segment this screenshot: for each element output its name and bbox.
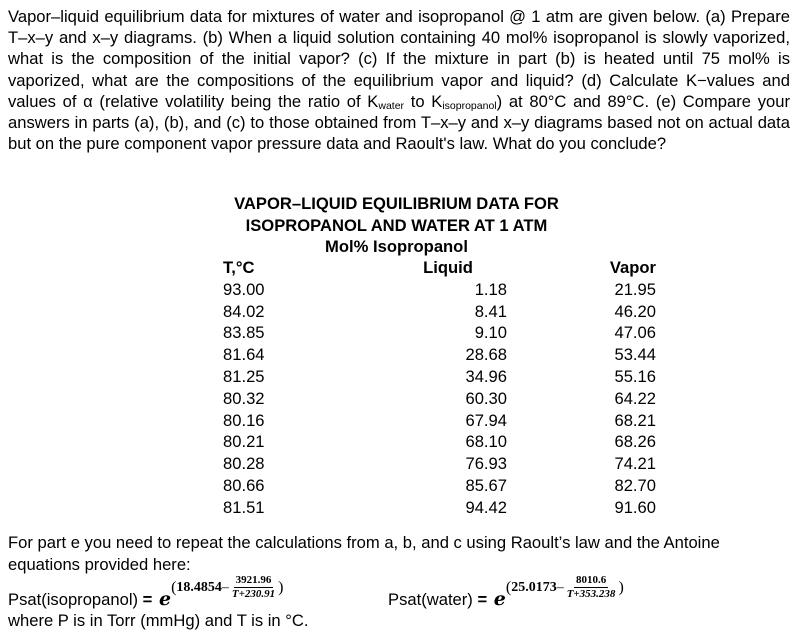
vle-table-section	[0, 193, 801, 517]
table-row	[215, 431, 664, 453]
cell-temperature: 80.16	[223, 410, 265, 430]
table-row	[215, 453, 664, 475]
table-row	[215, 301, 664, 323]
exponent-water	[506, 574, 624, 601]
cell-liquid: 94.42	[465, 497, 507, 517]
table-row	[215, 475, 664, 497]
cell-liquid: 67.94	[465, 410, 507, 430]
equation-label-isopropanol: Psat(isopropanol)	[8, 590, 139, 609]
cell-temperature: 81.51	[223, 497, 265, 517]
exponent-isopropanol	[171, 574, 283, 601]
units-note: where P is in Torr (mmHg) and T is in °C.	[8, 611, 309, 630]
cell-temperature: 80.21	[223, 432, 265, 452]
antoine-equation-isopropanol	[8, 574, 283, 610]
cell-liquid: 60.30	[465, 388, 507, 408]
table-row	[215, 279, 664, 301]
cell-temperature: 81.64	[223, 345, 265, 365]
cell-vapor: 82.70	[614, 475, 656, 495]
antoine-a-isopropanol: 18.4854	[176, 579, 222, 595]
cell-vapor: 53.44	[614, 345, 656, 365]
cell-liquid: 1.18	[474, 279, 507, 299]
table-title-line2: ISOPROPANOL AND WATER AT 1 ATM	[245, 215, 548, 235]
problem-text-3: ) at 80°C and 89°C. (e) Compare your answers in parts (a), (b), and (c) to those obtained from T–x–y and x–y diagrams based not on actual data but on the pure component vapor pressure data and Raoult's law. What do you conclude?	[8, 91, 790, 154]
cell-liquid: 28.68	[465, 345, 507, 365]
antoine-c-water: T+353.238	[566, 588, 616, 600]
header-liquid: Liquid	[423, 258, 473, 277]
euler-e: e	[493, 588, 506, 610]
cell-temperature: 81.25	[223, 366, 265, 386]
antoine-equation-water	[388, 574, 624, 610]
close-paren: )	[278, 578, 284, 596]
antoine-c-isopropanol: T+230.91	[231, 588, 276, 600]
table-row	[215, 322, 664, 344]
table-header-row	[215, 257, 664, 279]
table-row	[215, 497, 664, 519]
part-e-note: For part e you need to repeat the calculations from a, b, and c using Raoult’s law and the Antoine equations provided here:	[8, 533, 720, 574]
cell-vapor: 68.26	[614, 432, 656, 452]
close-paren: )	[618, 578, 624, 596]
antoine-b-isopropanol: 3921.96	[235, 574, 272, 586]
cell-temperature: 80.28	[223, 454, 265, 474]
table-row	[215, 366, 664, 388]
cell-vapor: 64.22	[614, 388, 656, 408]
minus-sign: –	[221, 579, 229, 595]
cell-temperature: 84.02	[223, 301, 265, 321]
equals-sign: =	[138, 590, 157, 609]
open-paren: (	[171, 578, 177, 596]
open-paren: (	[505, 578, 512, 596]
cell-temperature: 80.32	[223, 388, 265, 408]
cell-temperature: 80.66	[223, 475, 265, 495]
cell-temperature: 93.00	[223, 279, 265, 299]
problem-statement	[8, 6, 790, 154]
vle-data-table	[215, 257, 664, 519]
cell-vapor: 55.16	[614, 366, 656, 386]
subscript-isopropanol: isopropanol	[442, 99, 497, 112]
antoine-a-water: 25.0173	[511, 579, 557, 595]
cell-liquid: 76.93	[465, 454, 507, 474]
cell-vapor: 68.21	[614, 410, 656, 430]
table-row	[215, 344, 664, 366]
table-title-line1: VAPOR–LIQUID EQUILIBRIUM DATA FOR	[234, 194, 559, 213]
cell-vapor: 21.95	[614, 279, 656, 299]
cell-vapor: 91.60	[614, 497, 656, 517]
cell-liquid: 34.96	[465, 366, 507, 386]
fraction-water	[565, 574, 618, 601]
table-row	[215, 410, 664, 432]
cell-liquid: 85.67	[465, 475, 507, 495]
problem-text-1: Vapor–liquid equilibrium data for mixtures of water and isopropanol @ 1 atm are given below. (a) Prepare T–x–y and x–y diagrams. (b) When a liquid solution containing 40 mol% isopropanol is slowly vaporized, what is the composition of the initial vapor? (c) If the mixture in part (b) is heated until 75 mol% is vaporized, what are the compositions of the equilibrium vapor and liquid? (d) Calculate K−values and values of α (relative volatility being the ratio of K	[8, 7, 790, 111]
cell-liquid: 8.41	[474, 301, 507, 321]
table-body	[215, 279, 664, 519]
cell-liquid: 9.10	[474, 323, 507, 343]
table-subtitle: Mol% Isopropanol	[325, 237, 468, 256]
problem-text-2: to K	[404, 91, 443, 111]
table-row	[215, 388, 664, 410]
antoine-b-water: 8010.6	[575, 574, 607, 586]
cell-liquid: 68.10	[465, 432, 507, 452]
subscript-water: water	[378, 99, 405, 112]
cell-vapor: 74.21	[614, 454, 656, 474]
header-temperature: T,°C	[223, 258, 255, 277]
header-vapor: Vapor	[609, 258, 656, 277]
equals-sign: =	[472, 590, 492, 609]
euler-e: e	[158, 588, 172, 610]
equation-label-water: Psat(water)	[388, 590, 473, 609]
cell-vapor: 46.20	[614, 301, 656, 321]
minus-sign: –	[556, 579, 564, 595]
cell-temperature: 83.85	[223, 323, 265, 343]
fraction-isopropanol	[230, 574, 277, 601]
cell-vapor: 47.06	[614, 323, 656, 343]
